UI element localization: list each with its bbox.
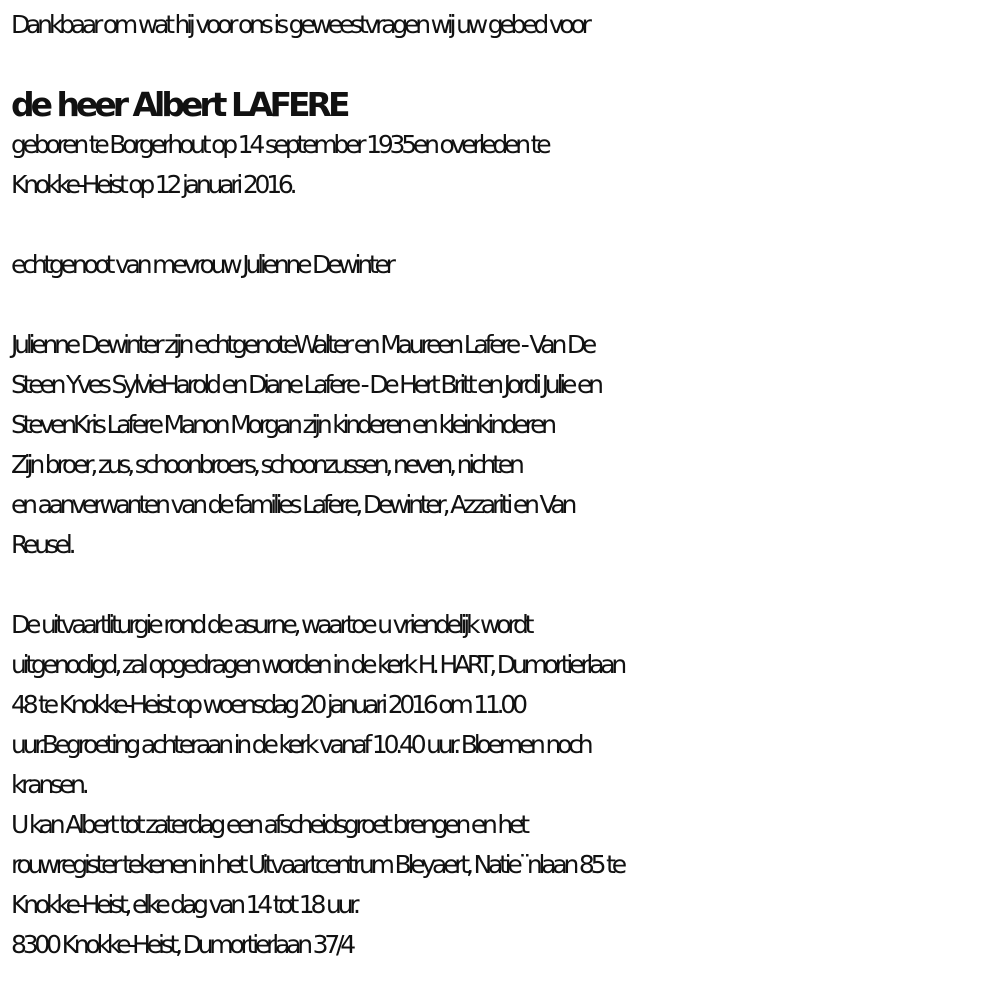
family-line: Steen Yves SylvieHarold en Diane Lafere - De Hert Britt en Jordi Julie en xyxy=(11,370,600,399)
deceased-name: de heer Albert LAFERE xyxy=(11,85,347,124)
birth-death-section xyxy=(11,125,996,205)
family-line: Reusel. xyxy=(11,530,73,559)
funeral-line: 48 te Knokke-Heist op woensdag 20 januari 2016 om 11.00 xyxy=(11,690,524,719)
funeral-line: Knokke-Heist, elke dag van 14 tot 18 uur. xyxy=(11,890,357,919)
spacer xyxy=(11,565,996,605)
family-line: Zijn broer, zus, schoonbroers, schoonzussen, neven, nichten xyxy=(11,450,521,479)
address-line: 8300 Knokke-Heist, Dumortierlaan 37/4 xyxy=(11,930,352,959)
obituary-document xyxy=(11,0,996,965)
spouse-line: echtgenoot van mevrouw Julienne Dewinter xyxy=(11,250,392,279)
birth-death-line: geboren te Borgerhout op 14 september 1935en overleden te xyxy=(11,130,548,159)
spacer xyxy=(11,285,996,325)
family-line: Julienne Dewinter zijn echtgenoteWalter en Maureen Lafere - Van De xyxy=(11,330,594,359)
family-section xyxy=(11,325,996,565)
spacer xyxy=(11,205,996,245)
funeral-line: U kan Albert tot zaterdag een afscheidsgroet brengen en het xyxy=(11,810,526,839)
funeral-line: uitgenodigd, zal opgedragen worden in de kerk H. HART, Dumortierlaan xyxy=(11,650,624,679)
intro-text: Dankbaar om wat hij voor ons is geweestvragen wij uw gebed voor xyxy=(11,10,588,39)
funeral-line: rouwregister tekenen in het Uitvaartcentrum Bleyaert, Natie¨nlaan 85 te xyxy=(11,850,623,879)
family-line: StevenKris Lafere Manon Morgan zijn kinderen en kleinkinderen xyxy=(11,410,553,439)
funeral-section xyxy=(11,605,996,965)
funeral-line: kransen. xyxy=(11,770,86,799)
funeral-line: uur.Begroeting achteraan in de kerk vanaf 10.40 uur. Bloemen noch xyxy=(11,730,590,759)
funeral-line: De uitvaartliturgie rond de asurne, waartoe u vriendelijk wordt xyxy=(11,610,531,639)
family-line: en aanverwanten van de families Lafere, Dewinter, Azzariti en Van xyxy=(11,490,574,519)
birth-death-line: Knokke-Heist op 12 januari 2016. xyxy=(11,170,294,199)
